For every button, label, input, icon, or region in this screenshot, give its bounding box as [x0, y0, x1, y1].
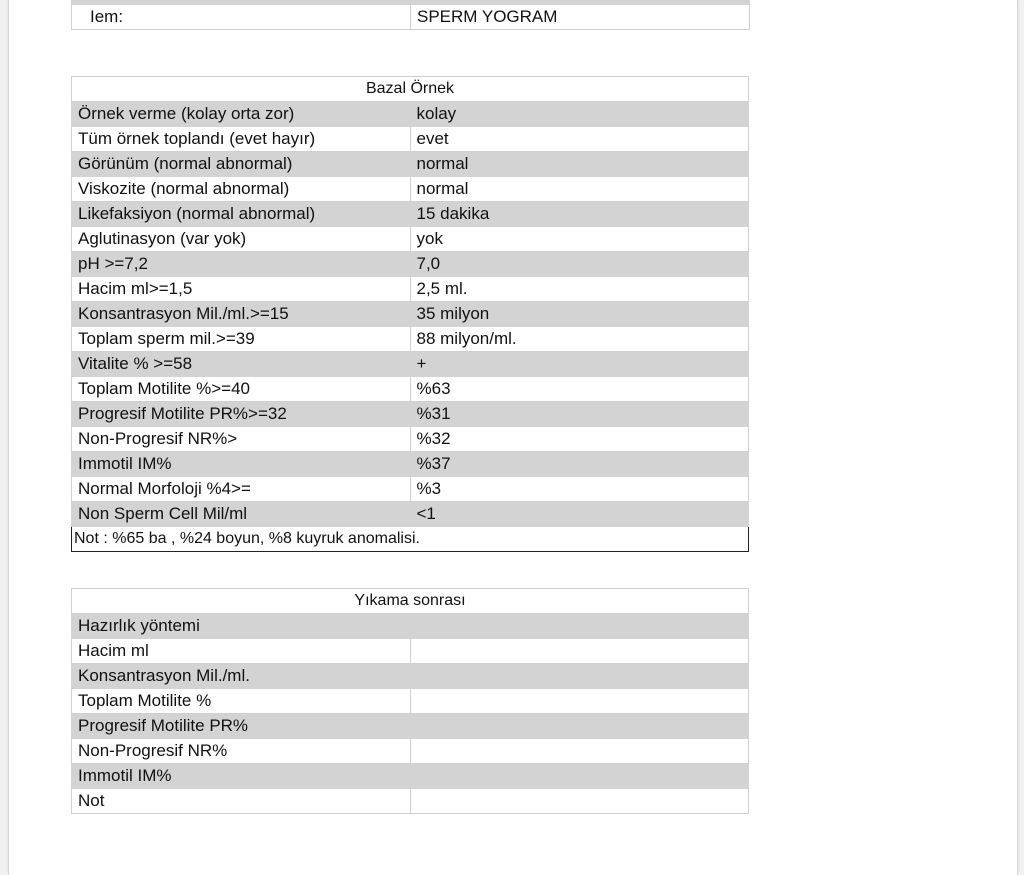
table-row — [72, 302, 749, 327]
table-row — [72, 764, 749, 789]
table-row — [72, 714, 749, 739]
table-row — [72, 452, 749, 477]
row-label: Immotil IM% — [72, 764, 411, 789]
row-label: Toplam Motilite %>=40 — [72, 377, 411, 402]
item-label: Iem: — [72, 5, 411, 30]
row-label: Non-Progresif NR%> — [72, 427, 411, 452]
row-value — [410, 764, 749, 789]
table-row — [72, 527, 749, 552]
table-row — [72, 327, 749, 352]
row-label: Örnek verme (kolay orta zor) — [72, 102, 411, 127]
document-page — [8, 0, 1018, 875]
row-label: Viskozite (normal abnormal) — [72, 177, 411, 202]
row-value: + — [410, 352, 749, 377]
table-row — [72, 477, 749, 502]
row-value: 35 milyon — [410, 302, 749, 327]
bazal-note: Not : %65 ba , %24 boyun, %8 kuyruk anomalisi. — [72, 527, 749, 552]
row-value: evet — [410, 127, 749, 152]
row-value: yok — [410, 227, 749, 252]
row-label: Immotil IM% — [72, 452, 411, 477]
header-info-table — [71, 0, 750, 30]
row-label: Konsantrasyon Mil./ml. — [72, 664, 411, 689]
table-row — [72, 739, 749, 764]
row-label: Not — [72, 789, 411, 814]
row-value — [410, 664, 749, 689]
row-value: 15 dakika — [410, 202, 749, 227]
table-row — [72, 227, 749, 252]
row-label: Toplam Motilite % — [72, 689, 411, 714]
row-label: Progresif Motilite PR%>=32 — [72, 402, 411, 427]
row-value — [410, 614, 749, 639]
table-row — [72, 427, 749, 452]
row-value: 7,0 — [410, 252, 749, 277]
table-row — [72, 152, 749, 177]
row-label: pH >=7,2 — [72, 252, 411, 277]
row-label: Non-Progresif NR% — [72, 739, 411, 764]
table-row — [72, 202, 749, 227]
table-row — [72, 377, 749, 402]
row-label: Konsantrasyon Mil./ml.>=15 — [72, 302, 411, 327]
table-row — [72, 177, 749, 202]
row-value: %37 — [410, 452, 749, 477]
row-label: Non Sperm Cell Mil/ml — [72, 502, 411, 527]
row-label: Vitalite % >=58 — [72, 352, 411, 377]
row-label: Normal Morfoloji %4>= — [72, 477, 411, 502]
table-row — [72, 639, 749, 664]
item-value: SPERM YOGRAM — [411, 5, 750, 30]
table-row — [72, 5, 750, 30]
row-label: Görünüm (normal abnormal) — [72, 152, 411, 177]
table-header-row — [72, 77, 749, 102]
row-label: Likefaksiyon (normal abnormal) — [72, 202, 411, 227]
table-row — [72, 789, 749, 814]
row-label: Aglutinasyon (var yok) — [72, 227, 411, 252]
table-row — [72, 502, 749, 527]
yikama-sonrasi-table — [71, 588, 749, 814]
row-value: 2,5 ml. — [410, 277, 749, 302]
row-label: Hacim ml>=1,5 — [72, 277, 411, 302]
row-value: %3 — [410, 477, 749, 502]
table-row — [72, 127, 749, 152]
row-value: %63 — [410, 377, 749, 402]
row-value — [410, 714, 749, 739]
row-label: Hacim ml — [72, 639, 411, 664]
table-row — [72, 402, 749, 427]
table-row — [72, 664, 749, 689]
bazal-ornek-table — [71, 76, 749, 552]
bazal-title: Bazal Örnek — [72, 77, 749, 102]
table-row — [72, 689, 749, 714]
table-row — [72, 352, 749, 377]
row-value: normal — [410, 177, 749, 202]
row-label: Hazırlık yöntemi — [72, 614, 411, 639]
row-value: normal — [410, 152, 749, 177]
row-value: <1 — [410, 502, 749, 527]
row-value: kolay — [410, 102, 749, 127]
row-value: %32 — [410, 427, 749, 452]
row-label: Toplam sperm mil.>=39 — [72, 327, 411, 352]
row-value — [410, 639, 749, 664]
table-row — [72, 102, 749, 127]
table-header-row — [72, 589, 749, 614]
row-value — [410, 689, 749, 714]
row-value: 88 milyon/ml. — [410, 327, 749, 352]
row-value — [410, 739, 749, 764]
row-value: %31 — [410, 402, 749, 427]
row-label: Progresif Motilite PR% — [72, 714, 411, 739]
row-value — [410, 789, 749, 814]
table-row — [72, 252, 749, 277]
yikama-title: Yıkama sonrası — [72, 589, 749, 614]
row-label: Tüm örnek toplandı (evet hayır) — [72, 127, 411, 152]
table-row — [72, 614, 749, 639]
table-row — [72, 277, 749, 302]
